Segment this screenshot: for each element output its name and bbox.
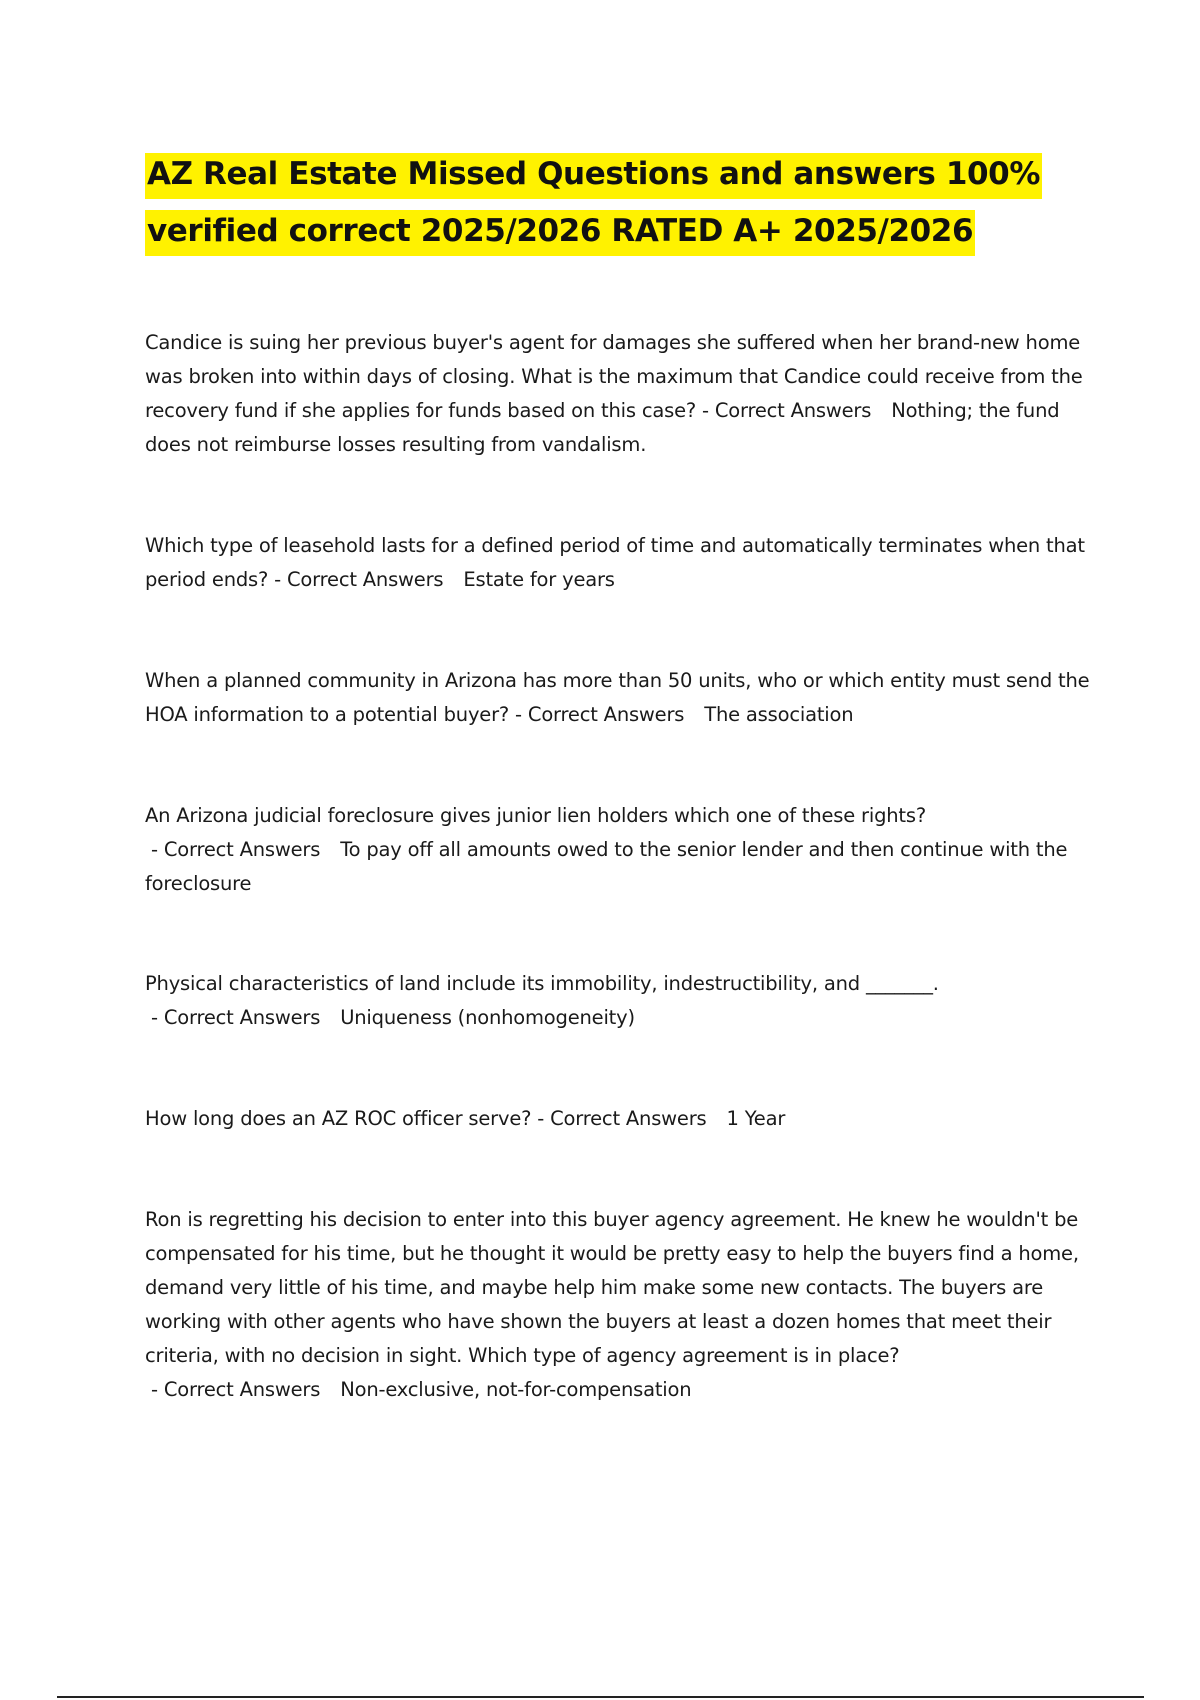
question-text: Candice is suing her previous buyer's agent for damages she suffered when her brand-new home was broken into within days of closing. What is the maximum that Candice could receive from the recovery fund if she applies for funds based on this case? bbox=[145, 331, 1083, 422]
answer-separator: - bbox=[145, 1006, 164, 1029]
answer-separator: - bbox=[531, 1107, 551, 1130]
correct-answers-label: Correct Answers bbox=[163, 838, 321, 861]
answer-text: Non-exclusive, not-for-compensation bbox=[340, 1378, 692, 1401]
question-text: An Arizona judicial foreclosure gives junior lien holders which one of these rights? bbox=[145, 804, 926, 827]
qa-item-1 bbox=[145, 326, 1090, 462]
correct-answers-label: Correct Answers bbox=[163, 1378, 321, 1401]
answer-text: Uniqueness (nonhomogeneity) bbox=[340, 1006, 635, 1029]
answer-separator: - bbox=[145, 838, 164, 861]
answer-separator: - bbox=[145, 1378, 164, 1401]
question-text: Which type of leasehold lasts for a defined period of time and automatically terminates when that period ends? bbox=[145, 534, 1085, 591]
qa-item-2 bbox=[145, 529, 1090, 597]
question-text: How long does an AZ ROC officer serve? bbox=[145, 1107, 532, 1130]
qa-item-3 bbox=[145, 664, 1090, 732]
answer-text: Nothing; the fund does not reimburse losses resulting from vandalism. bbox=[145, 399, 1060, 456]
correct-answers-label: Correct Answers bbox=[550, 1107, 707, 1130]
title-highlight: AZ Real Estate Missed Questions and answers 100% verified correct 2025/2026 RATED A+ 2025/2026 bbox=[145, 153, 1042, 256]
qa-item-5 bbox=[145, 967, 1090, 1035]
answer-text: Estate for years bbox=[463, 568, 615, 591]
correct-answers-label: Correct Answers bbox=[163, 1006, 321, 1029]
correct-answers-label: Correct Answers bbox=[527, 703, 685, 726]
correct-answers-label: Correct Answers bbox=[714, 399, 872, 422]
qa-item-4 bbox=[145, 799, 1090, 901]
qa-item-6 bbox=[145, 1102, 1090, 1136]
answer-text: To pay off all amounts owed to the senior lender and then continue with the foreclosure bbox=[145, 838, 1068, 895]
question-text: Physical characteristics of land include its immobility, indestructibility, and _______. bbox=[145, 972, 939, 995]
correct-answers-label: Correct Answers bbox=[287, 568, 444, 591]
answer-separator: - bbox=[268, 568, 288, 591]
qa-item-7 bbox=[145, 1203, 1090, 1407]
answer-separator: - bbox=[509, 703, 528, 726]
bottom-rule bbox=[57, 1696, 1144, 1698]
answer-separator: - bbox=[696, 399, 715, 422]
question-text: Ron is regretting his decision to enter into this buyer agency agreement. He knew he wouldn't be compensated for his time, but he thought it would be pretty easy to help the buyers find a home, demand very little of his time, and maybe help him make some new contacts. The buyers are working with other agents who have shown the buyers at least a dozen homes that meet their criteria, with no decision in sight. Which type of agency agreement is in place? bbox=[145, 1208, 1079, 1367]
question-text: When a planned community in Arizona has more than 50 units, who or which entity must send the HOA information to a potential buyer? bbox=[145, 669, 1090, 726]
document-title bbox=[145, 146, 1105, 260]
answer-text: The association bbox=[704, 703, 854, 726]
answer-text: 1 Year bbox=[726, 1107, 786, 1130]
